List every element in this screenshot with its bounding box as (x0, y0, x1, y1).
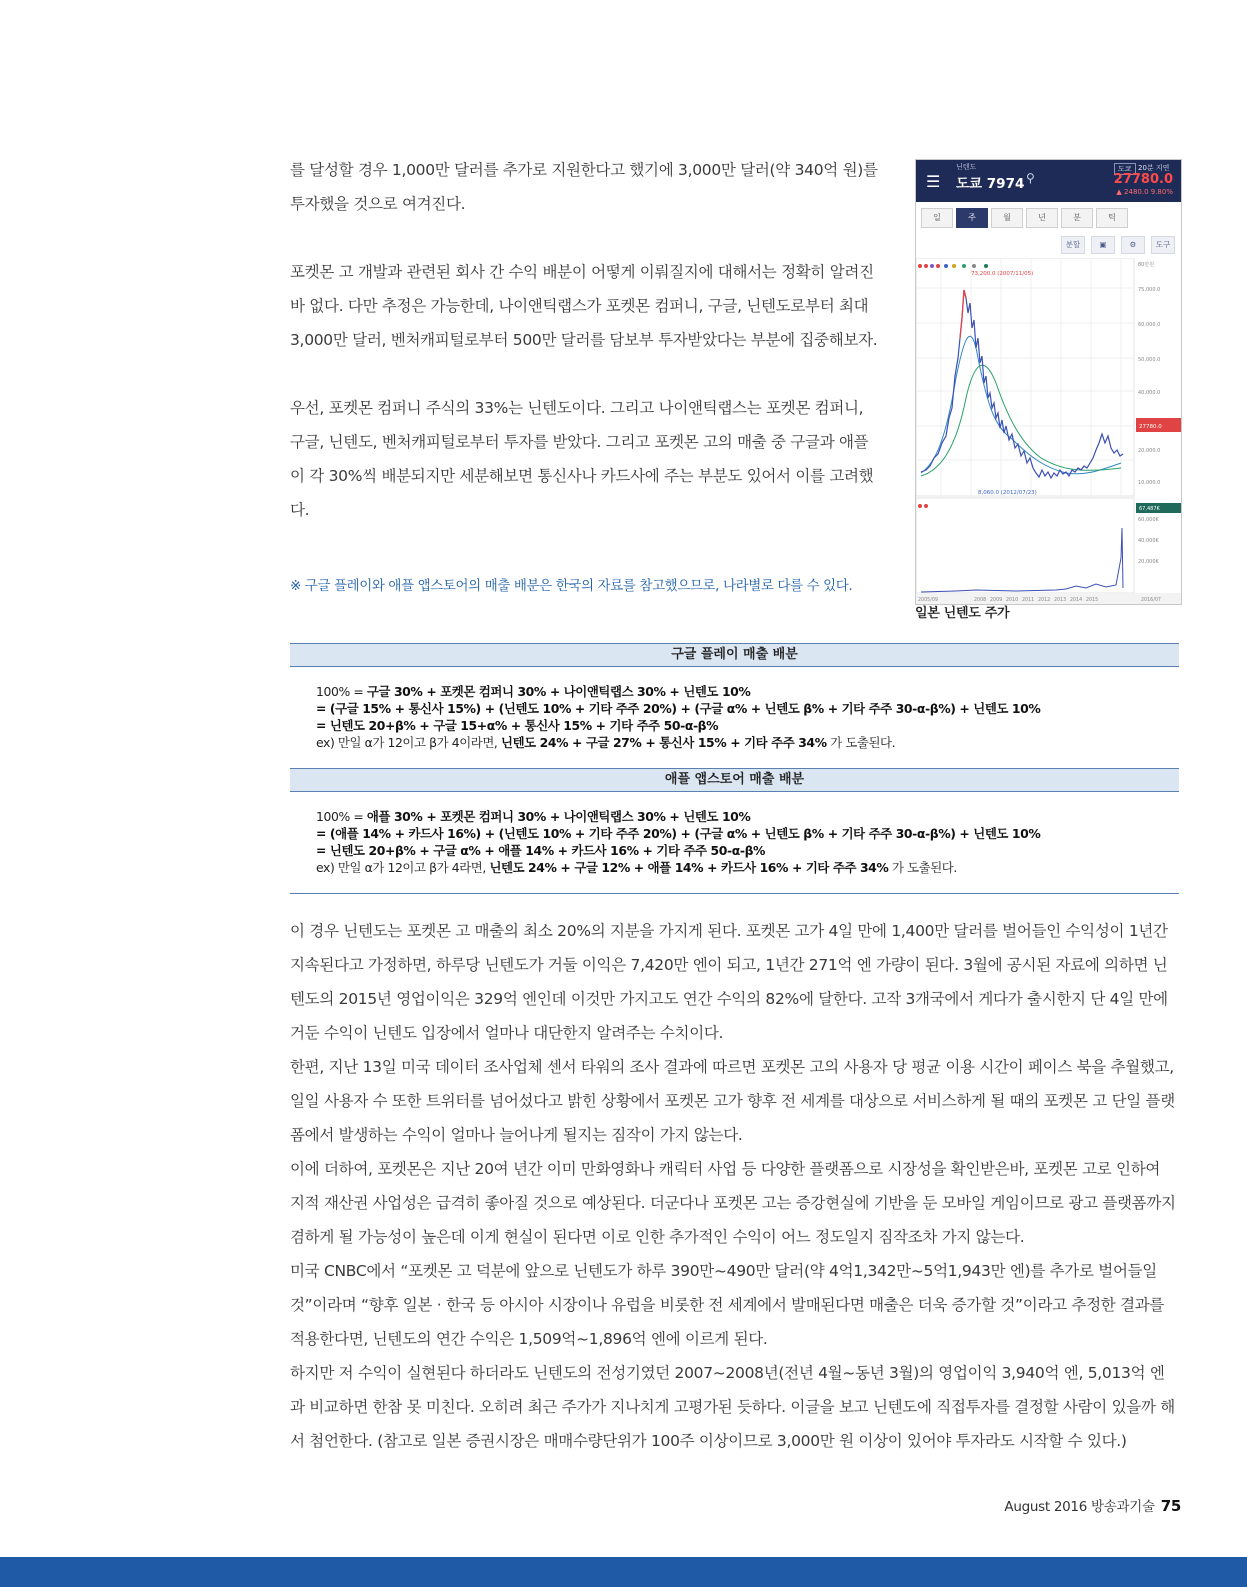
period-tabs (921, 208, 1131, 228)
price-axis-label: 20,000.0 (1138, 448, 1161, 454)
chart-caption: 일본 닌텐도 주가 (915, 606, 1010, 621)
price-change: ▲ 2480.0 9.80% (1116, 188, 1173, 196)
ticker-company: 닌텐도 (956, 163, 977, 171)
price-chart (916, 258, 1181, 604)
year-axis-label: 2012 (1038, 598, 1051, 603)
paragraph-nintendo-share: 이 경우 닌텐도는 포켓몬 고 매출의 최소 20%의 지분을 가지게 된다. 포켓몬 고가 4일 만에 1,400만 달러를 벌어들인 수익성이 1년간 지속된다고 가정하면, 하루당 닌텐도가 거둘 이익은 7,420만 엔이 되고, 1년간 271억 엔 가량이 된다. 3월에 공시된 자료에 의하면 닌텐도의 2015년 영업이익은 329억 엔인데 이것만 가지고도 연간 수익의 82%에 달한다. 고작 3개국에서 게다가 출시한지 단 4일 만에 거둔 수익이 닌텐도 입장에서 얼마나 대단한지 알려주는 수치이다. (290, 922, 1168, 1042)
google-formula-line: = 닌텐도 20+β% + 구글 15+α% + 통신사 15% + 기타 주주 50-α-β% (316, 718, 719, 733)
price-axis-label: 75,000.0 (1138, 287, 1161, 293)
ticker-symbol: 도쿄 7974 (956, 176, 1025, 192)
save-icon[interactable]: ▣ (1091, 236, 1115, 254)
price-axis-label: 60,000.0 (1138, 322, 1161, 328)
paragraph-ownership: 우선, 포켓몬 컴퍼니 주식의 33%는 닌텐도이다. 그리고 나이앤틱랩스는 포켓몬 컴퍼니, 구글, 닌텐도, 벤처캐피털로부터 투자를 받았다. 그리고 포켓몬 고의 매출 중 구글과 애플이 각 30%씩 배분되지만 세분해보면 통신사나 카드사에 주는 부분도 있어서 이를 고려했다. (290, 399, 874, 519)
paragraph-intro: 를 달성할 경우 1,000만 달러를 추가로 지원한다고 했기에 3,000만 달러(약 340억 원)를 투자했을 것으로 여겨진다. (290, 161, 878, 213)
chart-toolbar (1055, 236, 1175, 254)
tab-day[interactable]: 일 (921, 208, 953, 228)
page-number: 75 (1160, 1497, 1181, 1515)
year-axis-label: 2016/07 (1141, 598, 1161, 603)
chart-high-label: 73,200.0 (2007/11/05) (971, 271, 1034, 277)
delay-tag: 20분 지연 (1138, 164, 1170, 172)
google-formula-line: = (구글 15% + 통신사 15%) + (닌텐도 10% + 기타 주주 20%) + (구글 α% + 닌텐도 β% + 기타 주주 30-α-β%) + 닌텐도 10% (316, 701, 1041, 716)
tab-tick[interactable]: 틱 (1096, 208, 1128, 228)
section-divider (290, 893, 1179, 894)
current-price-marker-label: 27780.0 (1139, 424, 1162, 430)
apple-example-line: ex) 만일 α가 12이고 β가 4라면, 닌텐도 24% + 구글 12% + 애플 14% + 카드사 16% + 기타 주주 34% 가 도출된다. (316, 860, 957, 875)
volume-marker-label: 67,487K (1139, 506, 1160, 512)
search-icon[interactable]: ⚲ (1026, 171, 1035, 185)
apple-formula-line: = (애플 14% + 카드사 16%) + (닌텐도 10% + 기타 주주 20%) + (구글 α% + 닌텐도 β% + 기타 주주 30-α-β%) + 닌텐도 10% (316, 826, 1041, 841)
year-axis-label: 2014 (1070, 598, 1083, 603)
source-note: ※ 구글 플레이와 애플 앱스토어의 매출 배분은 한국의 자료를 참고했으므로, 나라별로 다를 수 있다. (290, 578, 853, 594)
year-axis-label: 2005/09 (918, 598, 938, 603)
volume-axis-label: 20,000K (1138, 559, 1159, 565)
year-axis-label: 2011 (1022, 598, 1035, 603)
chart-low-label: 8,060.0 (2012/07/23) (978, 490, 1037, 496)
paragraph-cnbc: 미국 CNBC에서 “포켓몬 고 덕분에 앞으로 닌텐도가 하루 390만~490만 달러(약 4억1,342만~5억1,943만 엔)를 추가로 벌어들일 것”이라며 “향후 일본 · 한국 등 아시아 시장이나 유럽을 비롯한 전 세계에서 발매된다면 매출은 더욱 증가할 것”이라고 추정한 결과를 적용한다면, 닌텐도의 연간 수익은 1,509억~1,896억 엔에 이르게 된다. (290, 1262, 1165, 1348)
volume-axis-label: 40,000K (1138, 538, 1159, 544)
current-price: 27780.0 (1113, 172, 1173, 187)
year-axis-label: 2009 (990, 598, 1003, 603)
price-axis-label: 50,000.0 (1138, 357, 1161, 363)
page-footer (1004, 1495, 1181, 1515)
google-play-header: 구글 플레이 매출 배분 (290, 643, 1179, 667)
stock-app-bar (916, 160, 1181, 202)
google-example-line: ex) 만일 α가 12이고 β가 4이라면, 닌텐도 24% + 구글 27% + 통신사 15% + 기타 주주 34% 가 도출된다. (316, 735, 896, 750)
year-axis-label: 2015 (1086, 598, 1099, 603)
price-axis-label: 80만원 (1138, 262, 1155, 268)
split-button[interactable]: 분할 (1061, 236, 1085, 254)
price-axis-label: 10,000.0 (1138, 480, 1161, 486)
gear-icon[interactable]: ⚙ (1121, 236, 1145, 254)
apple-formula-line: 100% = 애플 30% + 포켓몬 컴퍼니 30% + 나이앤틱랩스 30% + 닌텐도 10% (316, 809, 751, 824)
bottom-accent-bar (0, 1557, 1247, 1587)
year-axis-label: 2010 (1006, 598, 1019, 603)
exchange-tag: 도쿄 (1114, 163, 1136, 175)
paragraph-ip-business: 이에 더하여, 포켓몬은 지난 20여 년간 이미 만화영화나 캐릭터 사업 등 다양한 플랫폼으로 시장성을 확인받은바, 포켓몬 고로 인하여 지적 재산권 사업성은 급격히 좋아질 것으로 예상된다. 더군다나 포켓몬 고는 증강현실에 기반을 둔 모바일 게임이므로 광고 플랫폼까지 겸하게 될 가능성이 높은데 이게 현실이 된다면 이로 인한 추가적인 수익이 어느 정도일지 짐작조차 가지 않는다. (290, 1160, 1176, 1246)
app-store-header: 애플 앱스토어 매출 배분 (290, 768, 1179, 792)
tools-button[interactable]: 도구 (1151, 236, 1175, 254)
volume-axis-label: 60,000K (1138, 517, 1159, 523)
paragraph-sensor-tower: 한편, 지난 13일 미국 데이터 조사업체 센서 타워의 조사 결과에 따르면 포켓몬 고의 사용자 당 평균 이용 시간이 페이스 북을 추월했고, 일일 사용자 수 또한 트위터를 넘어섰다고 밝힌 상황에서 포켓몬 고가 향후 전 세계를 대상으로 서비스하게 될 때의 포켓몬 고 단일 플랫폼에서 발생하는 수익이 얼마나 늘어나게 될지는 짐작이 가지 않는다. (290, 1058, 1175, 1144)
paragraph-comparison: 하지만 저 수익이 실현된다 하더라도 닌텐도의 전성기였던 2007~2008년(전년 4월~동년 3월)의 영업이익 3,940억 엔, 5,013억 엔과 비교하면 한참 못 미친다. 오히려 최근 주가가 지나치게 고평가된 듯하다. 이글을 보고 닌텐도에 직접투자를 결정할 사람이 있을까 해서 첨언한다. (참고로 일본 증권시장은 매매수량단위가 100주 이상이므로 3,000만 원 이상이 있어야 투자라도 시작할 수 있다.) (290, 1364, 1175, 1450)
apple-formula-line: = 닌텐도 20+β% + 구글 α% + 애플 14% + 카드사 16% + 기타 주주 50-α-β% (316, 843, 766, 858)
tab-year[interactable]: 년 (1026, 208, 1058, 228)
year-axis-label: 2008 (974, 598, 987, 603)
issue-label: August 2016 방송과기술 (1004, 1499, 1155, 1515)
tab-month[interactable]: 월 (991, 208, 1023, 228)
google-formula-line: 100% = 구글 30% + 포켓몬 컴퍼니 30% + 나이앤틱랩스 30% + 닌텐도 10% (316, 684, 751, 699)
menu-icon[interactable]: ☰ (926, 172, 941, 191)
price-axis-label: 40,000.0 (1138, 390, 1161, 396)
tab-minute[interactable]: 분 (1061, 208, 1093, 228)
tab-week[interactable]: 주 (956, 208, 988, 228)
year-axis-label: 2013 (1054, 598, 1067, 603)
paragraph-revenue-sharing: 포켓몬 고 개발과 관련된 회사 간 수익 배분이 어떻게 이뤄질지에 대해서는 정확히 알려진 바 없다. 다만 추정은 가능한데, 나이앤틱랩스가 포켓몬 컴퍼니, 구글, 닌텐도로부터 최대 3,000만 달러, 벤처캐피털로부터 500만 달러를 담보부 투자받았다는 부분에 집중해보자. (290, 263, 878, 349)
stock-chart-widget (915, 159, 1182, 605)
